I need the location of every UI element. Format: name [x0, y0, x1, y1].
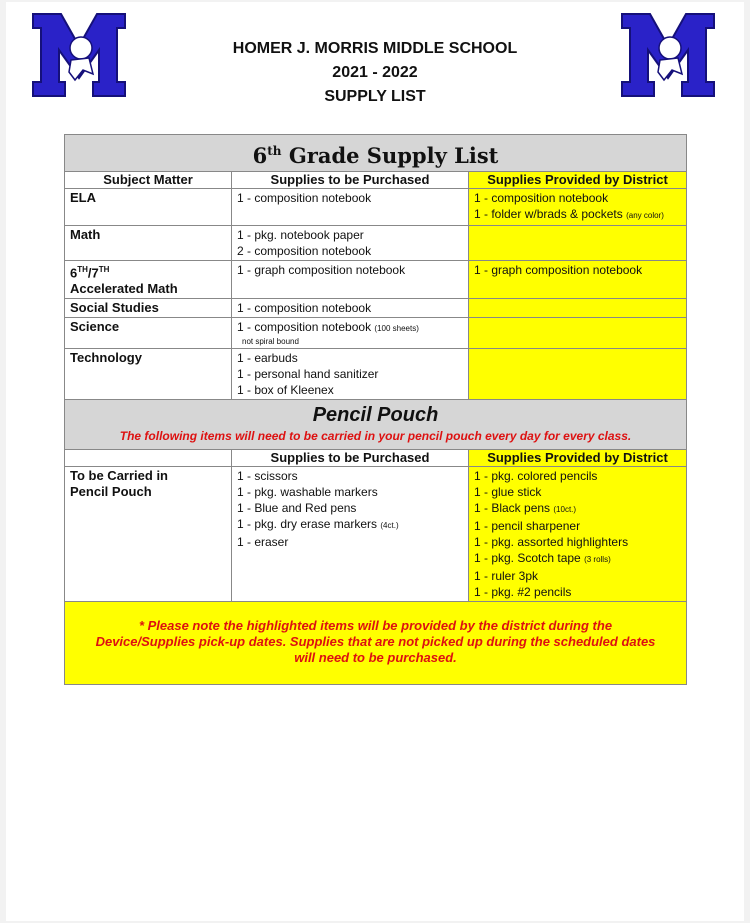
subject-accelerated-math: 6TH/7TH Accelerated Math	[65, 261, 232, 299]
table-row	[65, 318, 687, 349]
table-row	[65, 226, 687, 261]
table-row	[65, 349, 687, 400]
purchased-science: 1 - composition notebook (100 sheets) not spiral bound	[232, 318, 469, 349]
pouch-header-row	[65, 450, 687, 467]
table-row	[65, 467, 687, 602]
pouch-header-purchased: Supplies to be Purchased	[232, 450, 469, 467]
school-name: HOMER J. MORRIS MIDDLE SCHOOL	[232, 40, 518, 57]
purchased-accelerated-math: 1 - graph composition notebook	[232, 261, 469, 299]
subject-ela: ELA	[65, 189, 232, 226]
pencil-pouch-banner-row	[65, 400, 687, 450]
pouch-header-blank	[65, 450, 232, 467]
header-provided: Supplies Provided by District	[469, 172, 687, 189]
subject-math: Math	[65, 226, 232, 261]
table-row	[65, 189, 687, 226]
footer-note: * Please note the highlighted items will be provided by the district during the Device/Supplies pick-up dates. Supplies that are not picked up during the scheduled dates will need to be purchased.	[65, 602, 687, 685]
pencil-pouch-banner	[65, 400, 687, 450]
pencil-pouch-note: The following items will need to be carried in your pencil pouch every day for every class.	[119, 429, 632, 444]
provided-social-studies	[469, 299, 687, 318]
pouch-header-provided: Supplies Provided by District	[469, 450, 687, 467]
school-year: 2021 - 2022	[332, 64, 418, 81]
column-header-row	[65, 172, 687, 189]
provided-math	[469, 226, 687, 261]
purchased-ela: 1 - composition notebook	[232, 189, 469, 226]
table-title-row	[65, 135, 687, 172]
provided-technology	[469, 349, 687, 400]
table-row	[65, 299, 687, 318]
provided-ela: 1 - composition notebook 1 - folder w/brads & pockets (any color)	[469, 189, 687, 226]
purchased-math: 1 - pkg. notebook paper 2 - composition notebook	[232, 226, 469, 261]
subject-technology: Technology	[65, 349, 232, 400]
table-row	[65, 261, 687, 299]
purchased-social-studies: 1 - composition notebook	[232, 299, 469, 318]
supply-table	[64, 134, 687, 685]
provided-accelerated-math: 1 - graph composition notebook	[469, 261, 687, 299]
subject-pencil-pouch: To be Carried in Pencil Pouch	[65, 467, 232, 602]
header-subject: Subject Matter	[65, 172, 232, 189]
table-title: 6th Grade Supply List	[65, 135, 687, 172]
purchased-technology: 1 - earbuds 1 - personal hand sanitizer 1 - box of Kleenex	[232, 349, 469, 400]
purchased-pencil-pouch: 1 - scissors 1 - pkg. washable markers 1 - Blue and Red pens 1 - pkg. dry erase markers (4ct.) 1 - eraser	[232, 467, 469, 602]
list-label: SUPPLY LIST	[324, 88, 426, 105]
document-header	[6, 37, 744, 109]
provided-pencil-pouch: 1 - pkg. colored pencils 1 - glue stick 1 - Black pens (10ct.) 1 - pencil sharpener 1 - pkg. assorted highlighters 1 - pkg. Scotch tape (3 rolls) 1 - ruler 3pk 1 - pkg. #2 pencils	[469, 467, 687, 602]
header-purchased: Supplies to be Purchased	[232, 172, 469, 189]
pencil-pouch-title: Pencil Pouch	[312, 404, 439, 427]
subject-social-studies: Social Studies	[65, 299, 232, 318]
subject-science: Science	[65, 318, 232, 349]
document-page	[6, 2, 744, 921]
footer-row	[65, 602, 687, 685]
provided-science	[469, 318, 687, 349]
